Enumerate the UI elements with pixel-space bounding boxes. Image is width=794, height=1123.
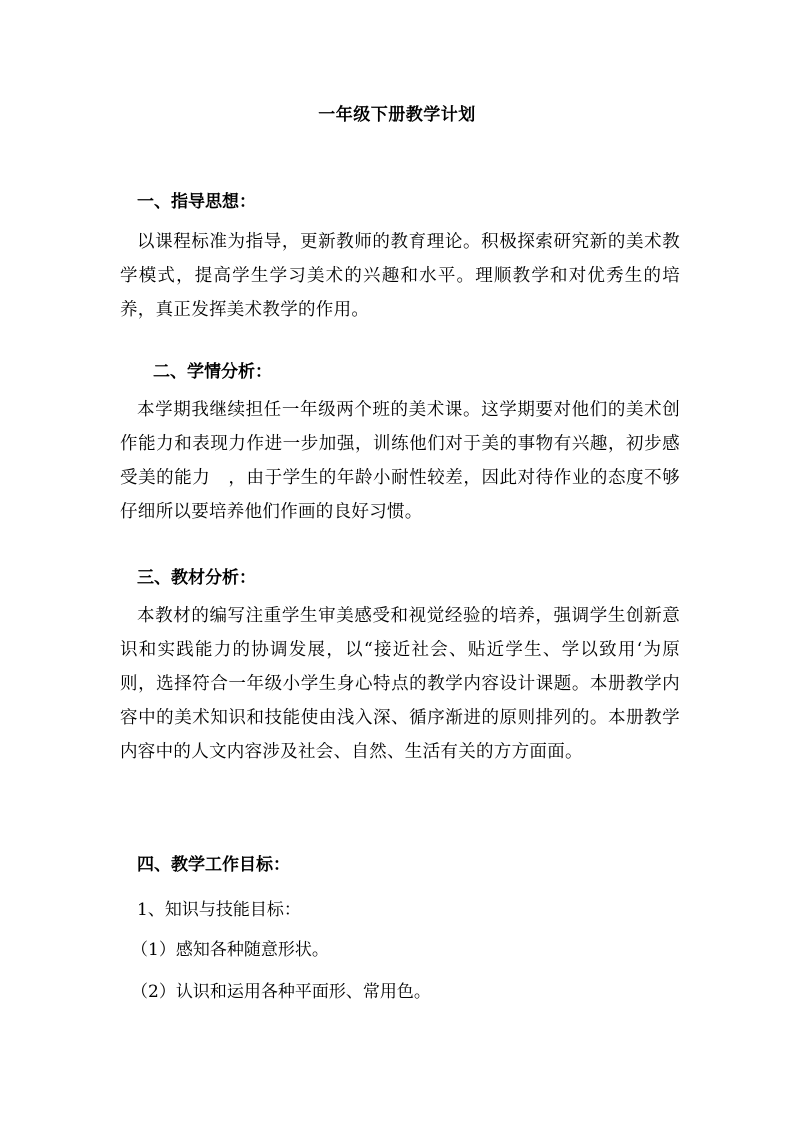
section-heading-guiding-thought: 一、指导思想： <box>137 192 256 212</box>
section-body-guiding-thought: 以课程标准为指导，更新教师的教育理论。积极探索研究新的美术教学模式，提高学生学习美术的兴趣和水平。理顺教学和对优秀生的培养，真正发挥美术教学的作用。 <box>120 232 680 320</box>
section-body-student-analysis: 本学期我继续担任一年级两个班的美术课。这学期要对他们的美术创作能力和表现力作进一步加强，训练他们对于美的事物有兴趣，初步感受美的能力 ，由于学生的年龄小耐性较差，因此对待作业的态度不够仔细所以要培养他们作画的良好习惯。 <box>120 400 680 522</box>
section-heading-teaching-goals: 四、教学工作目标： <box>137 855 290 875</box>
goal-list-item: （1）感知各种随意形状。 <box>131 940 329 960</box>
document-title: 一年级下册教学计划 <box>318 105 476 125</box>
section-heading-textbook-analysis: 三、教材分析： <box>137 568 256 588</box>
section-heading-student-analysis: 二、学情分析： <box>153 362 272 382</box>
section-body-textbook-analysis: 本教材的编写注重学生审美感受和视觉经验的培养，强调学生创新意识和实践能力的协调发展，以“接近社会、贴近学生、学以致用‘为原则，选择符合一年级小学生身心特点的教学内容设计课题。本册教学内容中的美术知识和技能使由浅入深、循序渐进的原则排列的。本册教学内容中的人文内容涉及社会、自然、生活有关的方方面面。 <box>120 606 680 762</box>
goal-subheading-knowledge-skills: 1、知识与技能目标： <box>137 900 301 920</box>
goal-list-item: （2）认识和运用各种平面形、常用色。 <box>131 982 431 1002</box>
